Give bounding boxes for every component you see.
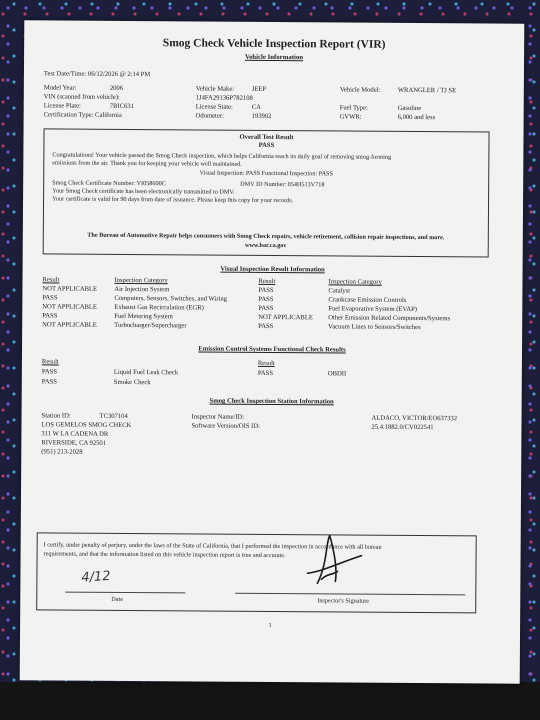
inspector-label: Inspector Name/ID: xyxy=(191,413,245,421)
inspector-signature-mark xyxy=(277,533,367,594)
model-label: Vehicle Model: xyxy=(339,86,381,94)
congrats-line-2: emissions from the air. Thank you for keeping your vehicle well maintained. xyxy=(52,159,242,168)
handwritten-date: 4/12 xyxy=(80,568,112,586)
visual-right-category-2: Crankcase Emission Controls xyxy=(328,296,407,304)
page-number: 1 xyxy=(268,621,272,630)
vin-value: 1J4FA29136P782108 xyxy=(195,94,253,102)
station-phone: (951) 213-2028 xyxy=(41,448,83,456)
make-value: JEEP xyxy=(251,85,267,93)
visual-right-result-3: PASS xyxy=(258,304,274,313)
visual-left-category-4: Fuel Metering System xyxy=(114,312,173,321)
inspection-report-document xyxy=(20,20,525,683)
gvwr-label: GVWR: xyxy=(339,113,362,121)
model-value: WRANGLER / TJ SE xyxy=(397,86,457,95)
visual-right-category-4: Other Emission Related Components/Systems xyxy=(328,314,451,323)
overall-result-value: PASS xyxy=(258,141,275,150)
certification-type: Certification Type: California xyxy=(43,111,122,119)
station-name: LOS GEMELOS SMOG CHECK xyxy=(41,421,132,430)
station-info-heading: Smog Check Inspection Station Information xyxy=(209,397,334,406)
visual-left-result-5: NOT APPLICABLE xyxy=(42,321,97,329)
inspector-value: ALDACO, VICTOR/EO637332 xyxy=(371,414,458,423)
dmv-id-number: DMV ID Number: 054H513V718 xyxy=(240,180,325,189)
functional-col-result-right: Result xyxy=(257,359,275,368)
validity-notice: Your certificate is valid for 90 days from date of issuance. Please keep this copy for your records. xyxy=(52,195,294,205)
functional-right-category-1: OBDII xyxy=(327,370,347,378)
software-value: 25.4.1882.0/CV022541 xyxy=(371,423,434,432)
overall-result-heading: Overall Test Result xyxy=(239,133,294,142)
table-edge xyxy=(0,682,540,720)
visual-left-category-5: Turbocharger/Supercharger xyxy=(114,321,187,330)
fuel-value: Gasoline xyxy=(397,104,422,113)
functional-left-result-1: PASS xyxy=(41,368,58,376)
visual-col-result-left: Result xyxy=(42,276,60,284)
plate-label: License Plate: xyxy=(43,102,81,110)
software-label: Software Version/OIS ID: xyxy=(191,422,260,430)
fuel-label: Fuel Type: xyxy=(339,104,368,112)
certify-line-2: requirements, and that the information listed on this vehicle inspection report is true and accurate. xyxy=(43,550,286,560)
visual-right-result-2: PASS xyxy=(258,295,274,304)
visual-left-category-2: Computers, Sensors, Switches, and Wiring xyxy=(114,294,228,303)
visual-right-category-3: Fuel Evaporative System (EVAP) xyxy=(328,305,418,314)
visual-left-result-2: PASS xyxy=(42,294,58,302)
visual-right-category-1: Catalyst xyxy=(328,287,351,295)
functional-left-category-2: Smoke Check xyxy=(113,378,151,387)
vehicle-section-heading: Vehicle Information xyxy=(244,53,304,62)
visual-col-category-left: Inspection Category xyxy=(114,276,168,285)
odometer-value: 193902 xyxy=(251,112,272,120)
model-year-value: 2006 xyxy=(109,84,124,92)
visual-right-result-1: PASS xyxy=(258,286,274,295)
report-title: Smog Check Vehicle Inspection Report (VIR) xyxy=(162,37,386,51)
visual-left-category-3: Exhaust Gas Recirculation (EGR) xyxy=(114,303,204,312)
test-datetime: Test Date/Time: 06/12/2026 @ 2:14 PM xyxy=(43,70,151,79)
gvwr-value: 6,000 and less xyxy=(397,113,436,122)
transmitted-notice: Your Smog Check certificate has been electronically transmitted to DMV. xyxy=(52,187,235,196)
bureau-notice: The Bureau of Automotive Repair helps consumers with Smog Check repairs, vehicle retirement, collision repair inspections, and more. xyxy=(87,231,445,242)
certify-line-1: I certify, under penalty of perjury, under the laws of the State of California, that I performed the inspection in accordance with all bureau xyxy=(43,541,382,551)
visual-inspection-heading: Visual Inspection Result Information xyxy=(220,265,325,274)
functional-check-heading: Emission Control Systems Functional Check Results xyxy=(198,345,346,354)
visual-left-result-3: NOT APPLICABLE xyxy=(42,303,97,311)
station-address-2: RIVERSIDE, CA 92501 xyxy=(41,439,107,447)
bureau-website: www.bar.ca.gov xyxy=(244,241,287,250)
visual-left-result-4: PASS xyxy=(42,312,58,320)
visual-col-result-right: Result xyxy=(258,277,276,286)
visual-col-category-right: Inspection Category xyxy=(328,278,382,286)
certificate-number: Smog Check Certificate Number: VI058600C xyxy=(52,179,166,188)
signature-label: Inspector's Signature xyxy=(317,597,370,605)
model-year-label: Model Year: xyxy=(43,84,77,92)
functional-left-result-2: PASS xyxy=(41,378,57,386)
functional-right-result-1: PASS xyxy=(257,369,274,378)
visual-right-result-5: PASS xyxy=(258,322,274,331)
make-label: Vehicle Make: xyxy=(195,85,235,93)
overall-result-box xyxy=(43,128,490,257)
plate-value: 7BIC631 xyxy=(109,102,134,111)
congrats-line-1: Congratulations! Your vehicle passed the Smog Check inspection, which helps California reach its daily goal of removing smog-forming xyxy=(52,151,392,161)
station-id-label: Station ID: xyxy=(41,412,71,420)
visual-right-category-5: Vacuum Lines to Sensors/Switches xyxy=(328,323,421,332)
functional-col-result-left: Result xyxy=(41,358,59,366)
certification-box xyxy=(36,532,477,613)
vin-label: VIN (scanned from vehicle): xyxy=(43,93,120,101)
date-line xyxy=(65,592,185,594)
visual-left-result-1: NOT APPLICABLE xyxy=(42,285,98,293)
functional-left-category-1: Liquid Fuel Leak Check xyxy=(113,368,179,377)
date-label: Date xyxy=(111,595,123,603)
inspection-summary: Visual Inspection: PASS Functional Inspection: PASS xyxy=(199,169,333,178)
odometer-label: Odometer: xyxy=(195,112,224,120)
station-address-1: 311 W LA CADENA DR xyxy=(41,430,109,438)
visual-right-result-4: NOT APPLICABLE xyxy=(258,313,313,322)
visual-left-category-1: Air Injection System xyxy=(114,285,170,294)
station-id-value: TC307104 xyxy=(99,412,128,420)
state-value: CA xyxy=(251,103,261,111)
state-label: License State: xyxy=(195,103,233,111)
